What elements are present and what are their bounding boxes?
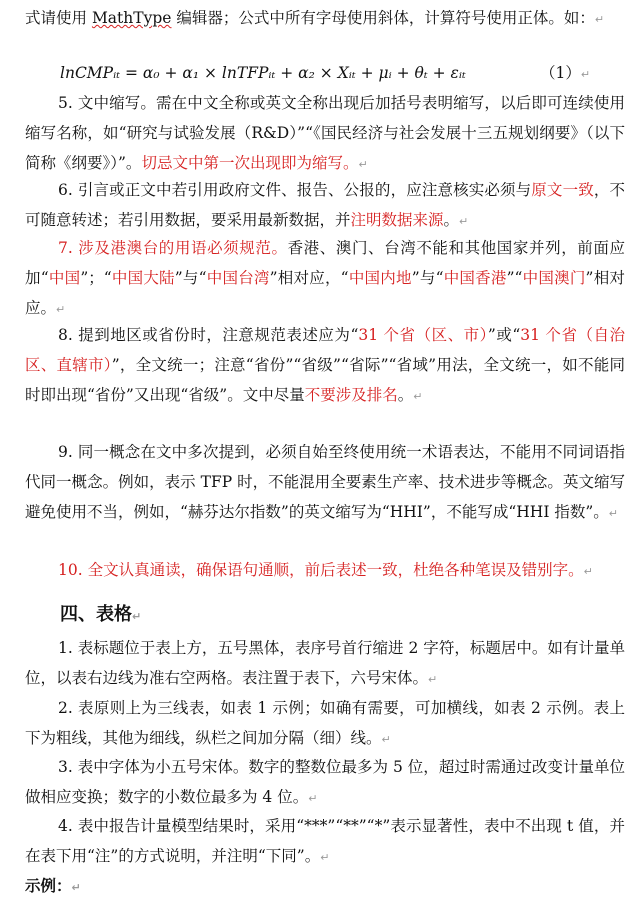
para7-text-6: ”“ (506, 269, 523, 287)
para7-highlight-5: 中国内地 (348, 269, 412, 287)
para5-text: 5. 文中缩写。需在中文全称或英文全称出现后加括号表明缩写，以后即可连续使用缩写名称，如“研究与试验发展（R&D）”“《国民经济与社会发展十三五规划纲要》（以下简称《纲要》）”。 (25, 94, 625, 172)
para8-text-2: ”或“ (487, 326, 521, 344)
para7-text-4: ”相对应，“ (269, 269, 349, 287)
paragraph-mark-icon: ↵ (459, 215, 469, 228)
paragraph-mark-icon: ↵ (320, 851, 330, 864)
table-rule-text: 1. 表标题位于表上方，五号黑体，表序号首行缩进 2 字符，标题居中。如有计量单位，以表右边线为准右空两格。表注置于表下，六号宋体。 (25, 639, 625, 687)
para8-text-4: 。 (397, 386, 414, 404)
para7-highlight-1: 7. 涉及港澳台的用语必须规范。 (58, 239, 288, 257)
paragraph-regions (25, 320, 625, 412)
paragraph-hk-macau-taiwan (25, 233, 625, 325)
paragraph-mark-icon: ↵ (413, 390, 423, 403)
sample-text: 示例： (25, 877, 72, 895)
paragraph-mark-icon: ↵ (580, 68, 591, 81)
paragraph-proofreading (25, 555, 625, 587)
para7-highlight-6: 中国香港 (443, 269, 507, 287)
paragraph-mark-icon: ↵ (132, 610, 142, 623)
intro-text-start: 式请使用 (25, 9, 92, 27)
para7-text-7: ”相对应。 (25, 269, 625, 317)
para8-highlight-1: 31 个省（区、市） (358, 326, 488, 344)
intro-paragraph (25, 3, 625, 35)
para9-text: 9. 同一概念在文中多次提到，必须自始至终使用统一术语表达，不能用不同词语指代同一概念。例如，表示 TFP 时，不能混用全要素生产率、技术进步等概念。英文缩写避免使用不当，例如，“赫芬达尔指数”的英文缩写为“HHI”，不能写成“HHI 指数”。 (25, 443, 625, 521)
paragraph-mark-icon: ↵ (71, 881, 81, 894)
paragraph-mark-icon: ↵ (608, 507, 619, 520)
paragraph-mark-icon: ↵ (358, 158, 368, 171)
table-rule-1 (25, 633, 625, 695)
table-rule-text: 2. 表原则上为三线表，如表 1 示例；如确有需要，可加横线，如表 2 示例。表上下为粗线，其他为细线，纵栏之间加分隔（细）线。 (25, 699, 625, 747)
table-rule-3 (25, 752, 625, 814)
paragraph-terminology (25, 437, 625, 529)
paragraph-mark-icon: ↵ (56, 303, 66, 316)
para6-highlight-2: 注明数据来源 (350, 211, 444, 229)
paragraph-mark-icon: ↵ (381, 733, 391, 746)
intro-text-end: 编辑器；公式中所有字母使用斜体，计算符号使用正体。如： (171, 9, 595, 27)
paragraph-abbreviation (25, 88, 625, 180)
para7-text-5: ”与“ (411, 269, 444, 287)
table-rule-4 (25, 811, 625, 873)
para6-highlight-1: 原文一致 (531, 181, 594, 199)
para6-text-2: ，不可随意转述；若引用数据，要采用最新数据，并 (25, 181, 625, 229)
equation-number: （1）↵ (540, 64, 591, 82)
paragraph-mark-icon: ↵ (308, 792, 318, 805)
para8-text-1: 8. 提到地区或省份时，注意规范表述应为“ (58, 326, 359, 344)
para8-highlight-2: 31 个省（自治区、直辖市） (25, 326, 625, 374)
paragraph-citations (25, 175, 625, 237)
para7-text-2: ”；“ (80, 269, 112, 287)
table-rule-2 (25, 693, 625, 755)
section-title: 四、表格 (60, 604, 132, 625)
mathtype-word: MathType (91, 9, 172, 27)
para5-warning: 切忌文中第一次出现即为缩写。 (141, 154, 359, 172)
section-heading-tables (60, 598, 141, 632)
equation-expression: lnCMPᵢₜ = α₀ + α₁ × lnTFPᵢₜ + α₂ × Xᵢₜ + μᵢ + θₜ + εᵢₜ (60, 64, 466, 82)
equation-1 (60, 58, 620, 88)
para7-highlight-3: 中国大陆 (111, 269, 175, 287)
table-rule-text: 3. 表中字体为小五号宋体。数字的整数位最多为 5 位，超过时需通过改变计量单位做相应变换；数字的小数位最多为 4 位。 (25, 758, 625, 806)
para8-highlight-3: 不要涉及排名 (304, 386, 398, 404)
para7-highlight-7: 中国澳门 (522, 269, 586, 287)
table-rule-text: 4. 表中报告计量模型结果时，采用“***”“**”“*”表示显著性，表中不出现 t 值，并在表下用“注”的方式说明，并注明“下同”。 (25, 817, 625, 865)
para7-highlight-2: 中国 (48, 269, 81, 287)
para7-text-3: ”与“ (174, 269, 207, 287)
para6-text-3: 。 (443, 211, 460, 229)
para8-text-3: ”，全文统一；注意“省份”“省级”“省际”“省域”用法，全文统一，如不能同时即出现“省份”又出现“省级”。文中尽量 (25, 356, 625, 404)
para7-highlight-4: 中国台湾 (206, 269, 270, 287)
sample-label (25, 871, 81, 903)
paragraph-mark-icon: ↵ (594, 13, 605, 26)
paragraph-mark-icon: ↵ (583, 565, 593, 578)
para10-text: 10. 全文认真通读，确保语句通顺，前后表述一致，杜绝各种笔误及错别字。 (58, 561, 584, 579)
para6-text-1: 6. 引言或正文中若引用政府文件、报告、公报的，应注意核实必须与 (58, 181, 532, 199)
para7-text-1: 香港、澳门、台湾不能和其他国家并列，前面应加“ (25, 239, 625, 287)
paragraph-mark-icon: ↵ (428, 673, 438, 686)
